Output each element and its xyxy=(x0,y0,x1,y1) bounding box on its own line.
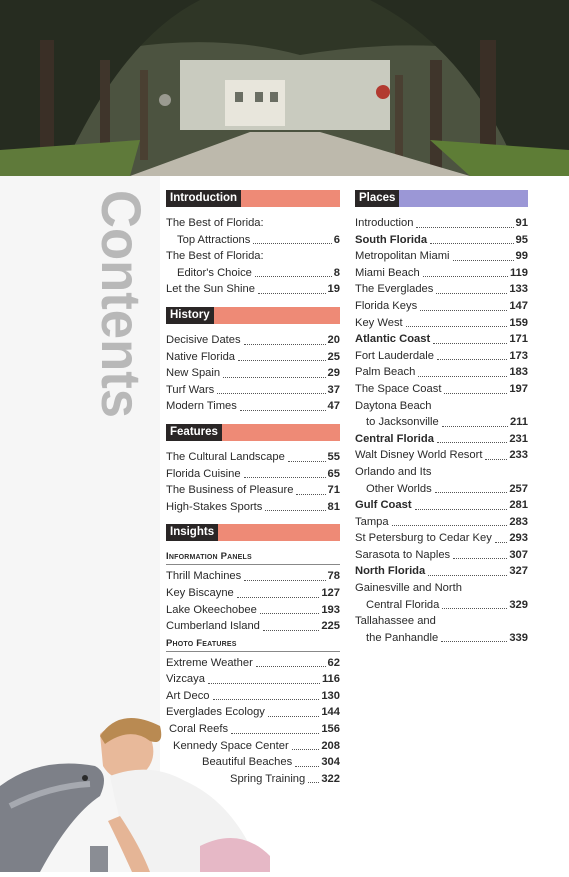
places-column xyxy=(355,190,528,646)
toc-entry[interactable]: Thrill Machines 78 xyxy=(166,570,340,583)
toc-entry[interactable]: Central Florida 329 xyxy=(366,598,528,611)
toc-entry[interactable]: South Florida 95 xyxy=(355,233,528,246)
toc-entry[interactable]: Lake Okeechobee 193 xyxy=(166,603,340,616)
toc-entry[interactable]: The Best of Florida: xyxy=(166,217,264,229)
toc-entry[interactable]: Art Deco 130 xyxy=(166,689,340,702)
toc-entry[interactable]: Extreme Weather 62 xyxy=(166,656,340,669)
contents-title-text: Contents xyxy=(92,190,153,420)
toc-entry[interactable]: the Panhandle 339 xyxy=(366,631,528,644)
contents-title xyxy=(92,188,154,420)
toc-entry[interactable]: The Space Coast 197 xyxy=(355,382,528,395)
toc-entry[interactable]: Miami Beach 119 xyxy=(355,266,528,279)
toc-entry[interactable]: Gainesville and North xyxy=(355,582,462,595)
features-heading: Features xyxy=(166,424,340,441)
toc-entry[interactable]: Spring Training 322 xyxy=(230,772,340,785)
toc-entry[interactable]: Everglades Ecology 144 xyxy=(166,706,340,719)
places-heading: Places xyxy=(355,190,528,207)
toc-entry[interactable]: Key West 159 xyxy=(355,316,528,329)
toc-entry[interactable]: Orlando and Its xyxy=(355,465,432,478)
toc-entry[interactable]: Vizcaya 116 xyxy=(166,673,340,686)
toc-entry[interactable]: Florida Keys 147 xyxy=(355,299,528,312)
toc-entry[interactable]: Walt Disney World Resort 233 xyxy=(355,449,528,462)
dolphin-encounter-photo xyxy=(0,706,290,872)
information-panels-subheading: Information Panels xyxy=(166,549,340,565)
toc-entry[interactable]: Let the Sun Shine 19 xyxy=(166,283,340,296)
oak-alley-illustration xyxy=(0,0,569,176)
toc-entry[interactable]: The Cultural Landscape 55 xyxy=(166,450,340,463)
toc-entry[interactable]: Beautiful Beaches 304 xyxy=(202,756,340,769)
toc-entry[interactable]: to Jacksonville 211 xyxy=(366,416,528,429)
toc-entry[interactable]: Florida Cuisine 65 xyxy=(166,467,340,480)
photo-features-subheading: Photo Features xyxy=(166,636,340,652)
toc-entry[interactable]: High-Stakes Sports 81 xyxy=(166,500,340,513)
toc-entry[interactable]: The Everglades 133 xyxy=(355,283,528,296)
toc-entry[interactable]: Tampa 283 xyxy=(355,515,528,528)
toc-entry[interactable]: Modern Times 47 xyxy=(166,400,340,413)
toc-entry[interactable]: Palm Beach 183 xyxy=(355,366,528,379)
toc-entry[interactable]: Decisive Dates 20 xyxy=(166,333,340,346)
toc-entry[interactable]: Daytona Beach xyxy=(355,399,432,412)
toc-entry[interactable]: St Petersburg to Cedar Key 293 xyxy=(355,532,528,545)
toc-entry[interactable]: Introduction 91 xyxy=(355,217,528,229)
toc-entry[interactable]: Sarasota to Naples 307 xyxy=(355,548,528,561)
history-heading: History xyxy=(166,307,340,324)
dolphin-encounter-illustration xyxy=(0,706,290,872)
toc-entry[interactable]: Tallahassee and xyxy=(355,615,436,628)
toc-entry[interactable]: Other Worlds 257 xyxy=(366,482,528,495)
toc-entry[interactable]: New Spain 29 xyxy=(166,367,340,380)
toc-entry[interactable]: Gulf Coast 281 xyxy=(355,499,528,512)
toc-entry[interactable]: The Best of Florida: xyxy=(166,250,264,263)
insights-heading: Insights xyxy=(166,524,340,541)
toc-entry[interactable]: Top Attractions 6 xyxy=(177,233,340,246)
toc-entry[interactable]: Turf Wars 37 xyxy=(166,383,340,396)
toc-entry[interactable]: Editor's Choice 8 xyxy=(177,266,340,279)
oak-alley-photo xyxy=(0,0,569,176)
toc-entry[interactable]: Coral Reefs 156 xyxy=(169,723,340,736)
toc-entry[interactable]: Key Biscayne 127 xyxy=(166,586,340,599)
toc-entry[interactable]: The Business of Pleasure 71 xyxy=(166,484,340,497)
toc-entry[interactable]: Native Florida 25 xyxy=(166,350,340,363)
toc-entry[interactable]: Cumberland Island 225 xyxy=(166,620,340,633)
toc-entry[interactable]: Fort Lauderdale 173 xyxy=(355,349,528,362)
toc-entry[interactable]: Central Florida 231 xyxy=(355,432,528,445)
introduction-heading: Introduction xyxy=(166,190,340,207)
toc-entry[interactable]: Kennedy Space Center 208 xyxy=(173,739,340,752)
toc-entry[interactable]: North Florida 327 xyxy=(355,565,528,578)
toc-entry[interactable]: Metropolitan Miami 99 xyxy=(355,250,528,263)
toc-entry[interactable]: Atlantic Coast 171 xyxy=(355,333,528,346)
left-column xyxy=(166,190,340,787)
